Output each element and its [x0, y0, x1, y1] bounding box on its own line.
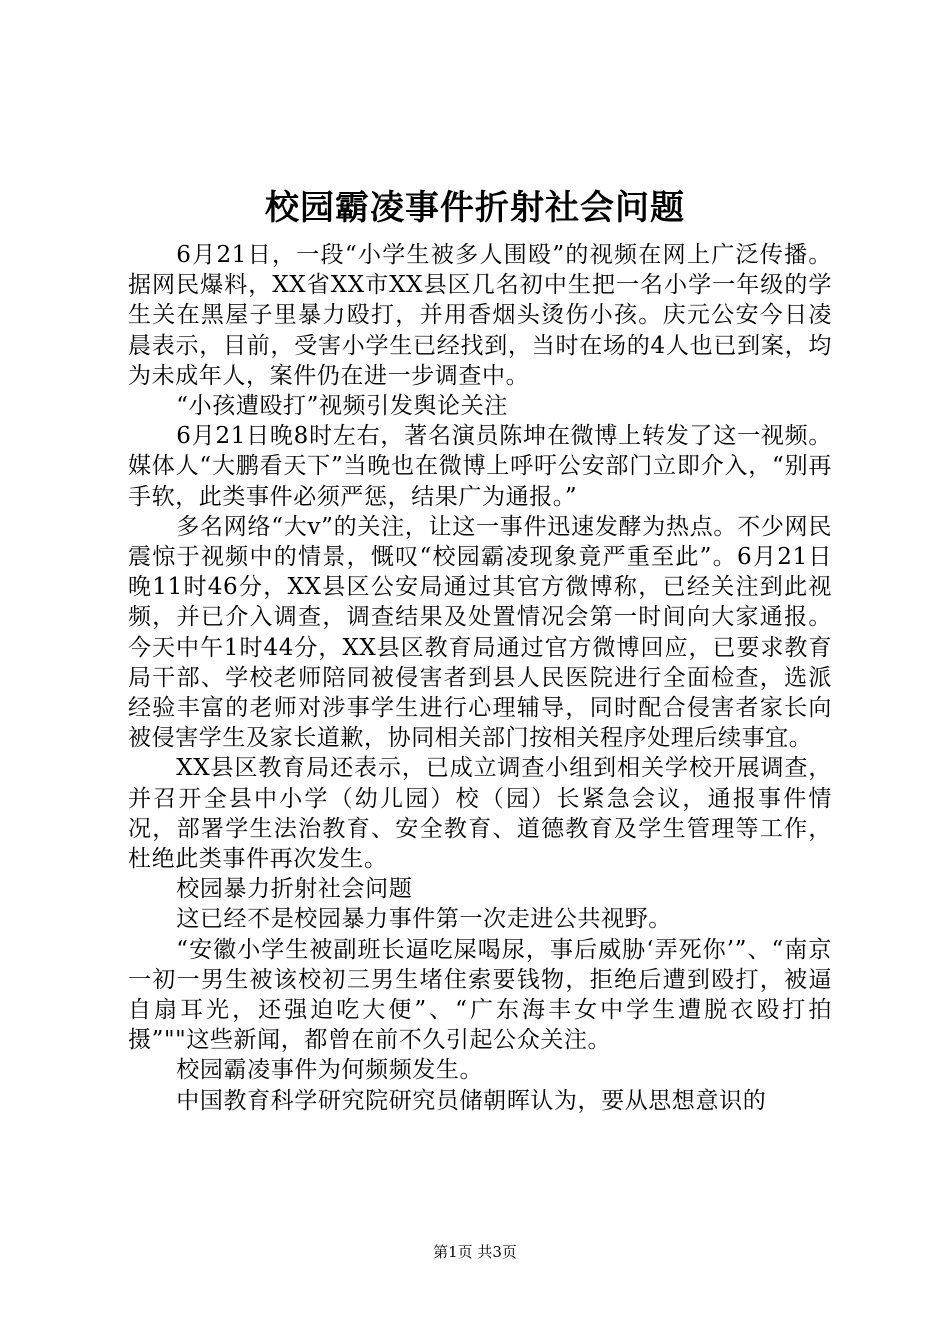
paragraph: 中国教育科学研究院研究员储朝晖认为，要从思想意识的: [176, 1087, 767, 1114]
document-body: [128, 240, 832, 1116]
paragraph: “安徽小学生被副班长逼吃屎喝尿，事后威胁‘弄死你’”、“南京一初一男生被该校初三男生堵住索要钱物，拒绝后遭到殴打，被逼自扇耳光，还强迫吃大便”、“广东海丰女中学生遭脱衣殴打拍摄”""这些新闻，都曾在前不久引起公众关注。: [128, 936, 832, 1054]
section-heading: 校园霸凌事件为何频频发生。: [176, 1057, 484, 1084]
paragraph: XX县区教育局还表示，已成立调查小组到相关学校开展调查，并召开全县中小学（幼儿园）校（园）长紧急会议，通报事件情况，部署学生法治教育、安全教育、道德教育及学生管理等工作，杜绝此类事件再次发生。: [128, 755, 832, 873]
paragraph: 6月21日晚8时左右，著名演员陈坤在微博上转发了这一视频。媒体人“大鹏看天下”当晚也在微博上呼吁公安部门立即介入，“别再手软，此类事件必须严惩，结果广为通报。”: [128, 423, 832, 510]
section-heading: 校园暴力折射社会问题: [176, 876, 413, 903]
paragraph: 6月21日，一段“小学生被多人围殴”的视频在网上广泛传播。据网民爆料，XX省XX市XX县区几名初中生把一名小学一年级的学生关在黑屋子里暴力殴打，并用香烟头烫伤小孩。庆元公安今日凌晨表示，目前，受害小学生已经找到，当时在场的4人也已到案，均为未成年人，案件仍在进一步调查中。: [128, 242, 832, 389]
page-number-footer: 第1页 共3页: [433, 1243, 517, 1261]
paragraph: 多名网络“大v”的关注，让这一事件迅速发酵为热点。不少网民震惊于视频中的情景，慨叹“校园霸凌现象竟严重至此”。6月21日晚11时46分，XX县区公安局通过其官方微博称，已经关注到此视频，并已介入调查，调查结果及处置情况会第一时间向大家通报。今天中午1时44分，XX县区教育局通过官方微博回应，已要求教育局干部、学校老师陪同被侵害者到县人民医院进行全面检查，选派经验丰富的老师对涉事学生进行心理辅导，同时配合侵害者家长向被侵害学生及家长道歉，协同相关部门按相关程序处理后续事宜。: [128, 513, 832, 752]
section-heading: “小孩遭殴打”视频引发舆论关注: [176, 393, 508, 420]
document-title: 校园霸凌事件折射社会问题: [265, 188, 685, 228]
paragraph: 这已经不是校园暴力事件第一次走进公共视野。: [176, 906, 672, 933]
